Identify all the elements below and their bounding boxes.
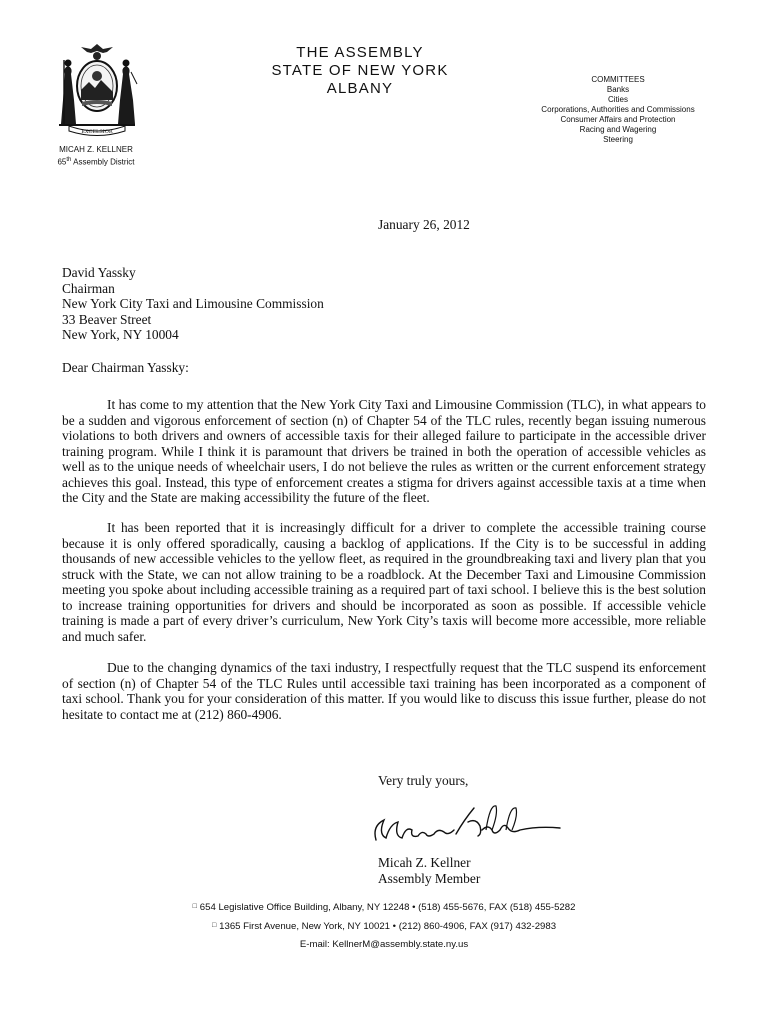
committee-item: Corporations, Authorities and Commissions (541, 105, 695, 114)
letterhead-title-line-2: STATE OF NEW YORK (271, 62, 449, 79)
recipient-line: New York, NY 10004 (62, 327, 179, 342)
recipient-line: New York City Taxi and Limousine Commission (62, 296, 324, 311)
footer-albany-address (140, 898, 628, 917)
salutation: Dear Chairman Yassky: (62, 360, 189, 375)
committee-item: Steering (603, 135, 633, 144)
signer-title: Assembly Member (378, 870, 481, 886)
seal-motto: EXCELSIOR (81, 129, 113, 135)
committees-list (520, 75, 716, 145)
member-name-block (40, 145, 152, 168)
district-suffix: th (66, 157, 72, 163)
district-rest: Assembly District (71, 157, 135, 167)
committees-heading: COMMITTEES (591, 75, 645, 84)
committee-item: Racing and Wagering (579, 125, 657, 134)
member-district (40, 155, 152, 168)
letterhead-title (240, 44, 480, 98)
letter-date: January 26, 2012 (378, 217, 470, 232)
body-paragraph-1: It has come to my attention that the New York City Taxi and Limousine Commission (TLC), in what appears to be a sudden and vigorous enforcement of section (n) of Chapter 54 of the TLC rules, recently began issuing numerous violations to both drivers and owners of accessible taxis for their alleged failure to participate in the accessible driver training program. While I think it is paramount that drivers be trained in both the operation of accessible vehicles as well as to the unique needs of wheelchair users, I do not believe the rules as written or the current enforcement strategy achieves this goal. Instead, this type of enforcement creates a stigma for drivers against accessible taxis at a time when the City and the State are making accessibility the future of the fleet. (62, 397, 706, 505)
footer-nyc-text: 1365 First Avenue, New York, NY 10021 • (212) 860-4906, FAX (917) 432-2983 (219, 921, 557, 932)
handwritten-signature (368, 800, 568, 852)
committee-item: Cities (607, 95, 628, 104)
closing: Very truly yours, (378, 773, 469, 788)
body-paragraph-2: It has been reported that it is increasingly difficult for a driver to complete the accessible training course because it is only offered sporadically, causing a backlog of applications. If the City is to be successful in adding thousands of new accessible vehicles to the yellow fleet, as required in the groundbreaking taxi and livery plan that you struck with the State, we can not allow training to be a roadblock. At the December Taxi and Limousine Commission meeting you spoke about including accessible training as a required part of taxi school. I believe this is the best solution to increase training opportunities for drivers and should be incorporated as soon as possible. If accessible vehicle training is made a part of every driver’s curriculum, New York City’s taxis will become more accessible, more reliable and much safer. (62, 520, 706, 644)
footer-nyc-address (140, 917, 628, 936)
checkbox-bullet-icon: □ (192, 903, 197, 910)
letterhead-title-line-3: ALBANY (326, 80, 394, 97)
footer-contact (140, 898, 628, 954)
signer-block (378, 855, 480, 886)
recipient-line: Chairman (62, 280, 115, 296)
recipient-line: 33 Beaver Street (62, 311, 152, 327)
new-york-state-seal-icon (55, 40, 139, 136)
checkbox-bullet-icon: □ (211, 922, 217, 929)
footer-albany-text: 654 Legislative Office Building, Albany, NY 12248 • (518) 455-5676, FAX (518) 455-5282 (199, 902, 576, 913)
body-paragraph-3: Due to the changing dynamics of the taxi industry, I respectfully request that the TLC suspend its enforcement of section (n) of Chapter 54 of the TLC Rules until accessible taxi training has been incorporated as a component of taxi school. Thank you for your consideration of this matter. If you would like to discuss this issue further, please do not hesitate to contact me at (212) 860-4906. (62, 660, 706, 722)
recipient-address (62, 265, 324, 343)
letterhead-title-line-1: THE ASSEMBLY (296, 44, 424, 61)
committee-item: Banks (606, 85, 630, 94)
committee-item: Consumer Affairs and Protection (560, 115, 676, 124)
signer-name: Micah Z. Kellner (378, 855, 471, 870)
district-number: 65 (57, 157, 67, 167)
recipient-line: David Yassky (62, 265, 136, 280)
footer-email[interactable]: E-mail: KellnerM@assembly.state.ny.us (299, 939, 469, 950)
member-name: MICAH Z. KELLNER (59, 145, 133, 154)
